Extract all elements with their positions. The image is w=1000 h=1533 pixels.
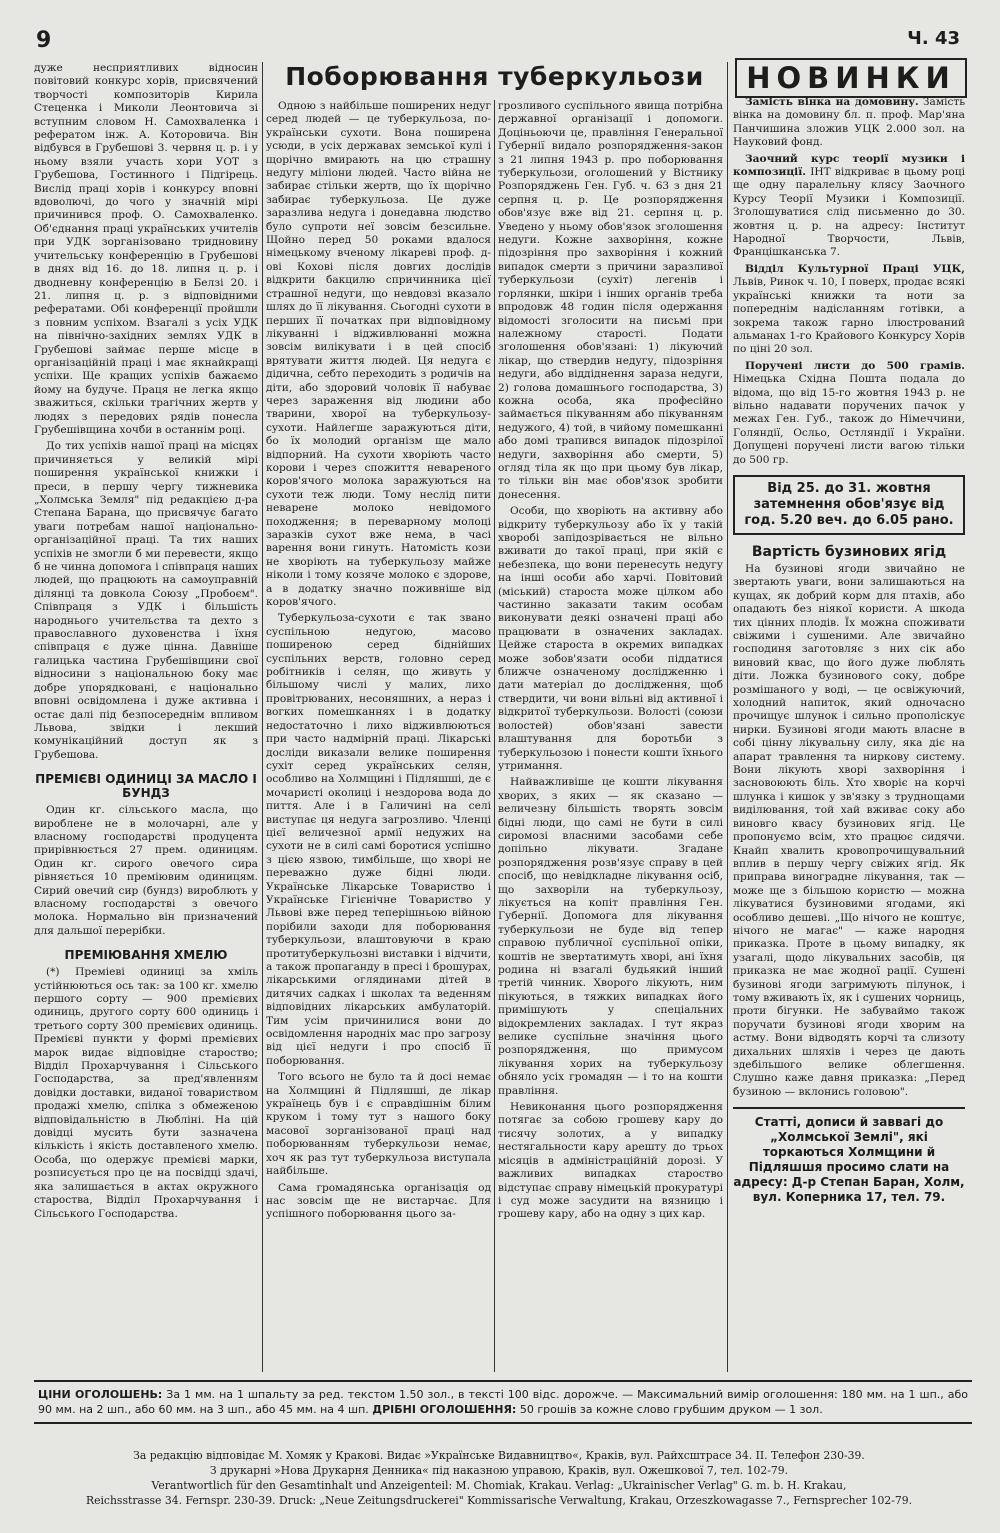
column-right-news xyxy=(733,96,965,1408)
imprint xyxy=(34,1448,964,1508)
article-title: Поборювання туберкульози xyxy=(285,62,704,91)
section-heading-butter: ПРЕМІЄВІ ОДИНИЦІ ЗА МАСЛО І БУНДЗ xyxy=(35,772,257,801)
article-paragraph: Сама громадянська організація од нас зовсім ще не вистарчає. Для успішного поборювання цього за- xyxy=(266,1181,491,1221)
article-paragraph: Туберкульоза-сухоти є так звано суспільною недугою, масово поширеною серед біднійших суспільних верств, головно серед робітників і селян, що живуть у більшому числі у малих, лихо провітрюваних, несоняшних, а нераз і вогких помешканнях і в додатку недостаточно і лихо відживлюються при часто надмірній праці. Лікарські досліди виказали велике поширення сухіт серед українських селян, особливо на Холмщині і Підляшші, де є мочаристі околиці і нездорова вода до пиття. Але і в Галичині на селі виступає ця недуга загрозливо. Членці цієї величезної армії недужих на сухоти не в силі самі боротися успішно з цією язвою, тимбільше, що хворі не переважно дуже бідні люди. Українське Лікарське Товариство і Українське Гігієнічне Товариство у Львові вже перед теперішньою війною порібили заходи для поборювання туберкульози, влаштовуючи в краю протитуберкульозні виставки і відчити, а також пропаганду в пресі і брошурах, лікарськими оглядинами дітей в дитячих садках і школах та веденням відповідних лікарських амбулаторій. Тим усім причинилися вони до освідомлення народніх мас про загрозу від цієї недуги і про спосіб її поборювання. xyxy=(266,612,491,1067)
news-item-head: Відділ Культурної Праці УЦК, xyxy=(745,262,965,275)
news-item-head: Заочний курс теорії музики і композиції. xyxy=(733,152,965,179)
news-item-head: Замість вінка на домовину. xyxy=(745,96,919,108)
article-paragraph: Найважливіше це кошти лікування хворих, з яких — як сказано — величезну більшість творять зовсім бідні люди, що самі не бути в силі сиромозі власними засобами себе допільно лікувати. Згадане розпорядження розв'язує справу в цей спосіб, що невідкладне лікування осіб, що захворіли на туберкульозу, лікується на копіт правління Ген. Губернії. Допомога для лікування туберкульози не буде від тепер справою публичної суспільної опіки, коштів не звертатимуть хворі, ані їхня родина ні взагалі будьякий інший третій чинник. Хворого лікують, ним пікуються, в тяжких випадках його примішують у спеціальних відокремлених закладах. І тут якраз велике суспільне значіння цього розпорядження, що примусом лікування хорих на туберкульозу обняло усіх громадян — і то на кошти правління. xyxy=(498,776,723,1097)
page-number: 9 xyxy=(36,28,52,53)
news-item-text: Львів, Ринок ч. 10, І поверх, продає всякі українські книжки та ноти за попереднім надісланням готівки, а зокрема також гарно ілюстрований альманах 1-го Крайового Конкурсу Хорів по ціні 20 зол. xyxy=(733,276,965,356)
imprint-line: Reichsstrasse 34. Fernspr. 230-39. Druck: „Neue Zeitungsdruckerei" Kommissarische Verwaltung, Krakau, Orzeszkowagasse 7., Fernsprecher 102-79. xyxy=(85,1494,913,1507)
news-item xyxy=(733,360,965,467)
article-paragraph: Одною з найбільше поширених недуг серед людей — це туберкульоза, по-українськи сухоти. Вона поширена усюди, в усіх державах земської кулі і щорічно вмирають на цю страшну недугу міліони людей. Часто війна не забирає стільки жертв, що їх щорічно забирає туберкульоза. Це дуже заразлива недуга і донедавна людство було супроти неї зовсім безсильне. Щойно перед 50 роками вдалося німецькому вченому лікареві проф. д-ові Кохові після довгих дослідів відкрити бакцилю спричинника цієї страшної недуги, що невдовзі вказало шлях до її лікування. Сьогодні сухоти в перших її початках при відповідному лікуванні і відживлюванні можна зовсім вилікувати і в цей спосіб врятувати життя людей. Ця недуга є дідична, себто переходить з родичів на діти, або здоровий чоловік її набуває через зараження від людини або тварини, хворої на туберкульозу-сухоти. Найлегше заражуються діти, бо їх молодий організм ще мало відпорний. На сухоти хворіють часто корови і через спожиття невареного коров'ячого молока заражуються на сухоти теж люди. Тому неслід пити неварене молоко невідомого походження; в переварному молоці заразків сухот вже нема, в часі варення вони гинуть. Натомість кози не хворіють на туберкульозу майже ніколи і тому козяче молоко є здорове, а в додатку значно поживніше від коров'ячого. xyxy=(266,100,491,609)
news-item xyxy=(733,96,965,150)
news-item xyxy=(733,263,965,357)
news-item-text: ІНТ відкриває в цьому році ще одну паралельну клясу Заочного Курсу Теорії Музики і Композиції. Зголошуватися слід письменно до 30. жовтня ц. р. на адресу: Інститут Народної Творчости, Львів, Францішканська 7. xyxy=(733,166,965,259)
article-paragraph: Один кг. сільського масла, що вироблене не в молочарні, але у власному господарстві продуцента прирівнюється 27 прем. одиницям. Один кг. сирого овечого сира рівняється 10 преміювим одиницям. Сирий овечий сир (бундз) вироблють у власному господарстві з овечого молока. Нормально він призначений для дальшої перерібки. xyxy=(34,804,258,937)
article-paragraph: грозливого суспільного явища потрібна державної організації і допомоги. Доціньоючи це, правління Генеральної Губернії видало розпорядження-закон з 21 липня 1943 р. про поборювання туберкульози, оголошений у Вістнику Розпоряджень Ген. Губ. ч. 63 з дня 21 серпня ц. р. Це розпорядження обов'язує вже від 21. серпня ц. р. Уведено у ньому обов'язок зголошення недуги. Кожне захворіння, кожне підозріння про захворіння і кожний випадок смерти з причини заразливої туберкульози (сухіт) легенів і горлянки, шкіри і інших органів треба впродовж 48 годин після одержання відомості зголосити на письмі при належному старості. Подати зголошення обов'язані: 1) лікуючий лікар, що ствердив недугу, підозріння недуги, або віддіднення зараза недуги, 2) голова домашнього господарства, 3) кожна особа, яка професійно займається пікуванням або пікуванням недужого, 4) той, в чийому помешканні або домі трапився випадок підозрілої недуги, захворіння або смерти, 5) огляд тіла як що при цьому був лікар, то тільки він має обов'язок зробити донесення. xyxy=(498,100,723,501)
submission-notice: Статті, дописи й заввагі до „Холмської Землі", які торкаються Холмщини й Підляшшя просимо слати на адресу: Д-р Степан Баран, Холм, вул. Коперника 17, тел. 79. xyxy=(733,1107,965,1205)
news-item-head: Поручені листи до 500 грамів. xyxy=(745,359,965,372)
column-rule xyxy=(262,62,263,1372)
elderberry-title: Вартість бузинових ягід xyxy=(751,543,947,560)
column-rule xyxy=(494,100,495,1372)
article-paragraph: (*) Преміеві одиниці за хміль устійнюються ось так: за 100 кг. хмелю першого сорту — 900 премієвих одиниць, другого сорту 600 одиниць і третього сорту 300 премієвих одиниць. Премієві пункти у формі премієвих марок видає відповідне староство; Відділ Прохарчування і Сільського Господарства, за пред'явленням довідки доставки, виданої товариством продажі хмелю, спілка з обмеженою відповідальністю в Любліні. На цій довідці мусить бути зазначена кількість і якість доставленого хмелю. Особа, що одержує премієві марки, розписується про це на посвідці здачі, яка залишається в актах окружного староства, Відділ Прохарчування і Сільського Господарства. xyxy=(34,966,258,1220)
article-paragraph: На бузинові ягоди звичайно не звертають уваги, вони залишаються на кущах, як добрий корм для птахів, або опадають без ніякої користи. А шкода тих цінних плодів. Їх можна споживати свіжими і сушеними. Але звичайно господиня заготовляє з них сік або виновий квас, що його дуже люблять діти. Ложка бузинового соку, добре розмішаного у воді, — це освіжуючий, холодний напиток, який одночасно прочищує шлунок і сильно прополіскує нирки. Бузинові ягоди мають власне в собі цінну лікувальну силу, яка діє на апарат травлення та ниркову систему. Вони лікують хворі захворіння і засновоюють біль. Хто хворіє на корчі шлунка і кишок у зв'язку з труднощами виділювання, той хай вживає соку або виновго квасу бузинових ягід. Це пропонуємо всім, хто працює сидячи. Кнайп хвалить кровопрочищувальний вплив в першу чергу свіжих ягід. Як приправа виноградне лікування, так — може ще з більшою користю — можна лікуватися бузиновими ягодами, які особливо дешеві. „Що нічого не коштує, нічого не магає" — каже народня приказка. Проте в цьому випадку, як узагалі, щодо лікувальних засобів, ця приказка не має жодної рації. Сушені бузинові ягоди загримують пілунок, і тому вживають їх, як і сушених чорниць, проти бігунки. Не забуваймо також поручати бузинові ягоди хворим на астму. Вони відводять корчі та слизоту дихальних шляхів і через це дають здебільшого велике облегшення. Слушно каже давня приказка: „Перед бузиною — вклонись головою". xyxy=(733,562,965,1098)
column-center-right xyxy=(498,100,723,1412)
article-paragraph: Невиконання цього розпорядження потягає за собою грошеву кару до тисячу золотих, а у випадку нестягальности кару арешту до трьох місяців в адміністраційній дорозі. У важливих випадках староство відступає справу німецькій прокуратурі і суд може засудити на вязницю і грошеву кару, або на одну з цих кар. xyxy=(498,1101,723,1221)
ads-small-text: 50 грошів за кожне слово грубшим друком — 1 зол. xyxy=(519,1403,823,1416)
advertising-rates xyxy=(34,1380,972,1424)
article-paragraph: До тих успіхів нашої праці на місцях причиняється у великій мірі поширення української книжки і преси, в першу чергу тижневика „Холмська Земля" під редакцією д-ра Степана Барана, що присвячує багато уваги потребам нашої національно-організаційної праці. Та тих наших успіхів не змогли б ми перевести, якщо б не чинна допомога і співпраця наших людей, що працюють на самоуправній ділянці та довкола Союзу „Пробоєм". Співпраця з УДК і більшість народнього учительства та дехто з православного духовенства і їхня співпраця є дуже цінна. Давніше галицька частина Грубешівщини свої відносини з національною боку має добре упорядковані, є національно вповні освідомлена і дуже активна і остає далі під безпосереднім впливом Львова, звідки і лекший комунікаційний доступ як з Грубешова. xyxy=(34,440,258,761)
issue-number: Ч. 43 xyxy=(907,28,960,49)
column-left xyxy=(34,62,258,1374)
blackout-notice: Від 25. до 31. жовтня затемнення обов'язує від год. 5.20 веч. до 6.05 рано. xyxy=(733,475,965,535)
imprint-line: За редакцію відповідає М. Хомяк у Кракові. Видає »Українське Видавництво«, Краків, вул. Райхсштрасе 34. II. Телефон 230-39. xyxy=(133,1449,865,1462)
article-paragraph: Того всього не було та й досі немає на Холмщині й Підляшші, де лікар українець був і є справдішнім білим круком і тому тут з нашого боку масової зорганізованої праці над поборюванням туберкульози немає, хоч як раз тут туберкульоза виступала найбільше. xyxy=(266,1071,491,1178)
article-paragraph: дуже несприятливих відносин повітовий конкурс хорів, присвячений творчості композиторів Кирила Стеценка і Миколи Леонтовича зі вступним словом Н. Самохваленка і рефератом інж. А. Которовича. Він відбувся в Грубешові 3. червня ц. р. і у ньому взяли участь хори УОТ з Грубешова, Гостинного і Підгірець. Вислід праці хорів і конкурсу вповні вдоволючі, до чого у значній мірі причинився проф. О. Самохваленко. Об'єднання праці українських учителів при УДК зорганізовано тридновину учительську конференцію в Грубешові в днях від 16. до 18. липня ц. р. і дводневну конференцію в Белзі 20. і 21. липня ц. р. з відповідними рефератами. Обі конференції пройшли з повним успіхом. Взагалі з усіх УДК на північно-західних землях УДК в Грубешові займає перше місце в організаційній праці і має якнайкращі успіхи. Ще кращих успіхів бажаємо йому на будуче. Праця не легка якщо зважиться, скільки трагічних жертв у людях з передових рядів понесла Грубешівщина хочби в останнім році. xyxy=(34,62,258,436)
ads-prices-text: За 1 мм. на 1 шпальту за ред. текстом 1.50 зол., в тексті 100 відс. дорожче. — Максимальний вимір оголошення: 180 мм. на 1 шп., або 90 мм. на 2 шп., або 60 мм. на 3 шп., або 45 мм. на 4 шп. xyxy=(38,1388,968,1416)
column-center-left xyxy=(266,100,491,1412)
news-section-title: НОВИНКИ xyxy=(735,58,967,98)
news-item-text: Німецька Східна Пошта подала до відома, що від 15-го жовтня 1943 р. не вільно надавати поручених пачок у межах Ген. Губ., також до Німеччини, Голяндії, Осльо, Остляндії і України. Допущені поручені листи вагою тільки до 500 гр. xyxy=(733,373,965,466)
imprint-line: Verantwortlich für den Gesamtinhalt und Anzeigenteil: M. Chomiak, Krakau. Verlag: „Ukrainischer Verlag" G. m. b. H. Krakau, xyxy=(151,1479,847,1492)
article-paragraph: Особи, що хворіють на активну або відкриту туберкульозу або їх у такій хворобі запідозрівається не вільно вживати до такої праці, при якій є небезпека, що вони перенесуть недугу на інші особи або харчі. Повітовий (міський) староста може цілком або частинно заказати таким особам виконувати деякі означені праці або працювати в означених закладах. Цейже староста в окремих випадках може зобов'язати особи піддатися ближче означеному дослідженню і дати матеріал до дослідження, щоб ствердити, чи вони вільні від активної і відкритої туберкульози. Волості (союзи волостей) обов'язані завести влаштування для боротьби з туберкульозою і понести кошти їхнього утримання. xyxy=(498,505,723,772)
ads-prices-label: ЦІНИ ОГОЛОШЕНЬ: xyxy=(38,1388,163,1401)
imprint-line: З друкарні »Нова Друкарня Денника« під наказною управою, Краків, вул. Ожешкової 7, тел. 102-79. xyxy=(209,1464,789,1477)
news-item-text: Замість вінка на домовину бл. п. проф. Мар'яна Панчишина зложив УЦК 2.000 зол. на Науковий фонд. xyxy=(733,96,965,149)
news-item xyxy=(733,153,965,260)
section-heading-hops: ПРЕМІЮВАННЯ ХМЕЛЮ xyxy=(64,948,228,963)
column-rule xyxy=(727,62,728,1372)
ads-small-label: ДРІБНІ ОГОЛОШЕННЯ: xyxy=(372,1403,517,1416)
